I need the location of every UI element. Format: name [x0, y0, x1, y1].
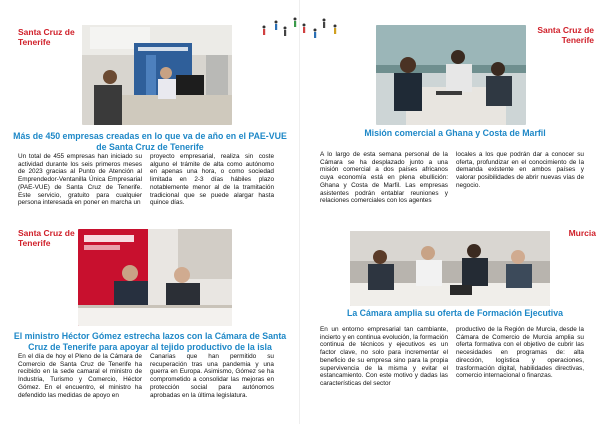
- article-region: Murcia: [568, 228, 596, 238]
- article-body-column: Un total de 455 empresas han iniciado su actividad durante los seis primeros meses de 2023 gracias al Punto de Atención al Emprendedor-Ventanilla Única Empresarial (PAE-VUE) de Santa Cruz de Tenerife. Este servicio, gratuito para cualquier persona interesada en poner en marcha un: [18, 153, 142, 207]
- article-headline: Más de 450 empresas creadas en lo que va de año en el PAE-VUE de Santa Cruz de Tenerife: [13, 131, 287, 152]
- article-headline: La Cámara amplia su oferta de Formación Ejecutiva: [346, 308, 564, 318]
- article-region: Santa Cruz de Tenerife: [18, 228, 75, 248]
- article-body-column: locales a los que podrán dar a conocer su oferta, profundizar en el conocimiento de la demanda existente en ambos países y valorar posibilidades de abrir nuevas vías de negocio.: [456, 151, 584, 189]
- right-page: [300, 0, 600, 424]
- business-meeting-photo: [376, 25, 526, 125]
- article-body-column: En un entorno empresarial tan cambiante, incierto y en continua evolución, la formación continua de técnicos y ejecutivos es un factor clave, no solo para incrementar el beneficio de su empresa sino para la propia supervivencia de la misma y evitar el estancamiento. Con este motivo y dadas las características del sector: [320, 326, 448, 387]
- article-body-column: A lo largo de esta semana personal de la Cámara se ha desplazado junto a una misión comercial a dos países africanos cuya economía está en plena ebullición: Ghana y Costa de Marfil. Las empresas asistentes podrán entablar reuniones y relaciones comerciales con los agentes: [320, 151, 448, 205]
- article-region: Santa Cruz de Tenerife: [537, 25, 594, 45]
- article-body-column: En el día de hoy el Pleno de la Cámara de Comercio de Santa Cruz de Tenerife ha recibido en la sede camaral el ministro de Industria, Turismo y Comercio, Héctor Gómez. En el encuentro, el ministro ha defendido las medidas de apoyo en: [18, 353, 142, 399]
- article-body: [320, 326, 584, 404]
- article-body: [18, 353, 274, 409]
- meeting-photo: [78, 229, 232, 326]
- article-body-column: Canarias que han permitido su recuperación tras una pandemia y una guerra en Europa. Asimismo, Gómez se ha comprometido a consolidar las mejoras en protección social para autónomos aprobadas en la última legislatura.: [150, 353, 274, 399]
- article-region: Santa Cruz de Tenerife: [18, 27, 75, 47]
- article-body: [320, 151, 584, 213]
- article-body-column: proyecto empresarial, realiza sin coste alguno el trámite de alta como autónomo en apenas una hora, o como sociedad limitada en 2-3 días hábiles plazo notablemente menor al de la tramitación tradicional que se puede alargar hasta quince días.: [150, 153, 274, 207]
- training-photo: [350, 231, 550, 306]
- article-body-column: productivo de la Región de Murcia, desde la Cámara de Comercio de Murcia amplia su oferta formativa con el objetivo de cubrir las necesidades en programas de: alta dirección, logística y operaciones, trasformación digital, habilidades directivas, comercio internacional o finanzas.: [456, 326, 584, 380]
- article-headline: Misión comercial a Ghana y Costa de Marfil: [364, 128, 546, 138]
- office-photo: [82, 25, 232, 125]
- article-body: [18, 153, 274, 213]
- article-headline: El ministro Héctor Gómez estrecha lazos con la Cámara de Santa Cruz de Tenerife para apoyar al tejido productivo de la isla: [13, 331, 287, 352]
